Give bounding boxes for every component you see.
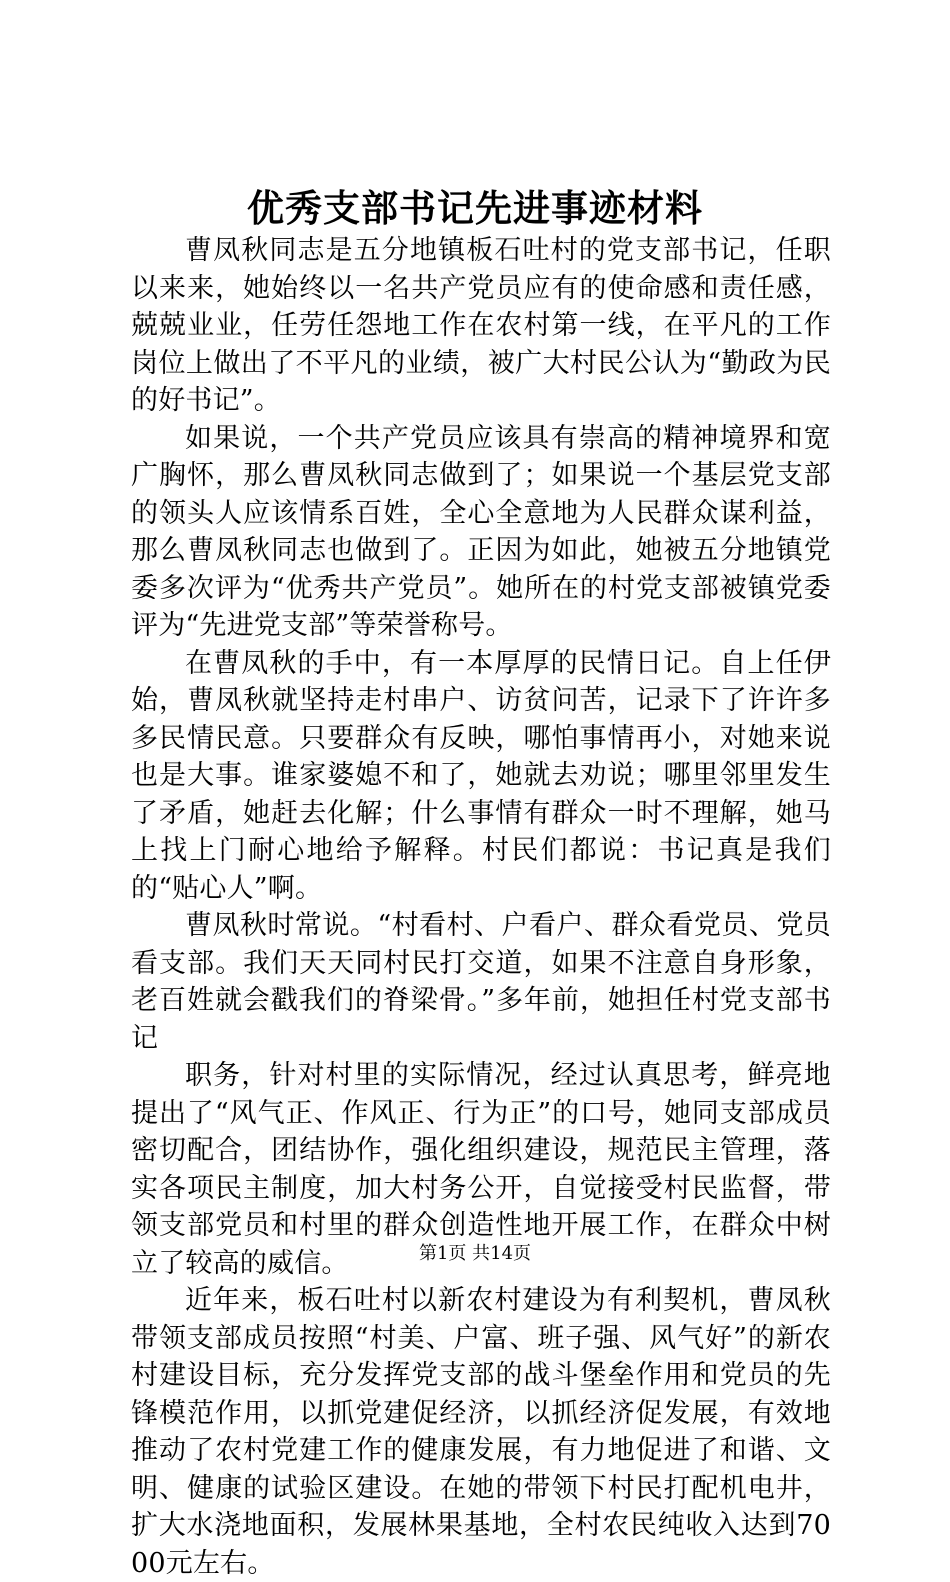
page-footer: 第1页 共14页: [418, 1243, 532, 1264]
paragraph-5: 职务，针对村里的实际情况，经过认真思考，鲜亮地提出了“风气正、作风正、行为正”的口号，她同支部成员密切配合，团结协作，强化组织建设，规范民主管理，落实各项民主制度，加大村务公开，自觉接受村民监督，带领支部党员和村里的群众创造性地开展工作，在群众中树立了较高的威信。: [131, 1060, 831, 1279]
paragraph-4: 曹凤秋时常说。“村看村、户看户、群众看党员、党员看支部。我们天天同村民打交道，如果不注意自身形象，老百姓就会戳我们的脊梁骨。”多年前，她担任村党支部书记: [131, 910, 831, 1054]
document-title: 优秀支部书记先进事迹材料: [247, 186, 703, 230]
paragraph-6: 近年来，板石吐村以新农村建设为有利契机，曹凤秋带领支部成员按照“村美、户富、班子强、风气好”的新农村建设目标，充分发挥党支部的战斗堡垒作用和党员的先锋模范作用，以抓党建促经济，以抓经济促发展，有效地推动了农村党建工作的健康发展，有力地促进了和谐、文明、健康的试验区建设。在她的带领下村民打配机电井，扩大水浇地面积，发展林果基地，全村农民纯收入达到7000元左右。: [131, 1285, 831, 1579]
paragraph-1: 曹凤秋同志是五分地镇板石吐村的党支部书记，任职以来来，她始终以一名共产党员应有的使命感和责任感，兢兢业业，任劳任怨地工作在农村第一线，在平凡的工作岗位上做出了不平凡的业绩，被广大村民公认为“勤政为民的好书记”。: [131, 235, 831, 416]
document-body: [131, 232, 831, 1582]
paragraph-2: 如果说，一个共产党员应该具有崇高的精神境界和宽广胸怀，那么曹凤秋同志做到了；如果说一个基层党支部的领头人应该情系百姓，全心全意地为人民群众谋利益，那么曹凤秋同志也做到了。正因为如此，她被五分地镇党委多次评为“优秀共产党员”。她所在的村党支部被镇党委评为“先进党支部”等荣誉称号。: [131, 422, 831, 641]
paragraph-3: 在曹凤秋的手中，有一本厚厚的民情日记。自上任伊始，曹凤秋就坚持走村串户、访贫问苦，记录下了许许多多民情民意。只要群众有反映，哪怕事情再小，对她来说也是大事。谁家婆媳不和了，她就去劝说；哪里邻里发生了矛盾，她赶去化解；什么事情有群众一时不理解，她马上找上门耐心地给予解释。村民们都说：书记真是我们的“贴心人”啊。: [131, 647, 831, 904]
